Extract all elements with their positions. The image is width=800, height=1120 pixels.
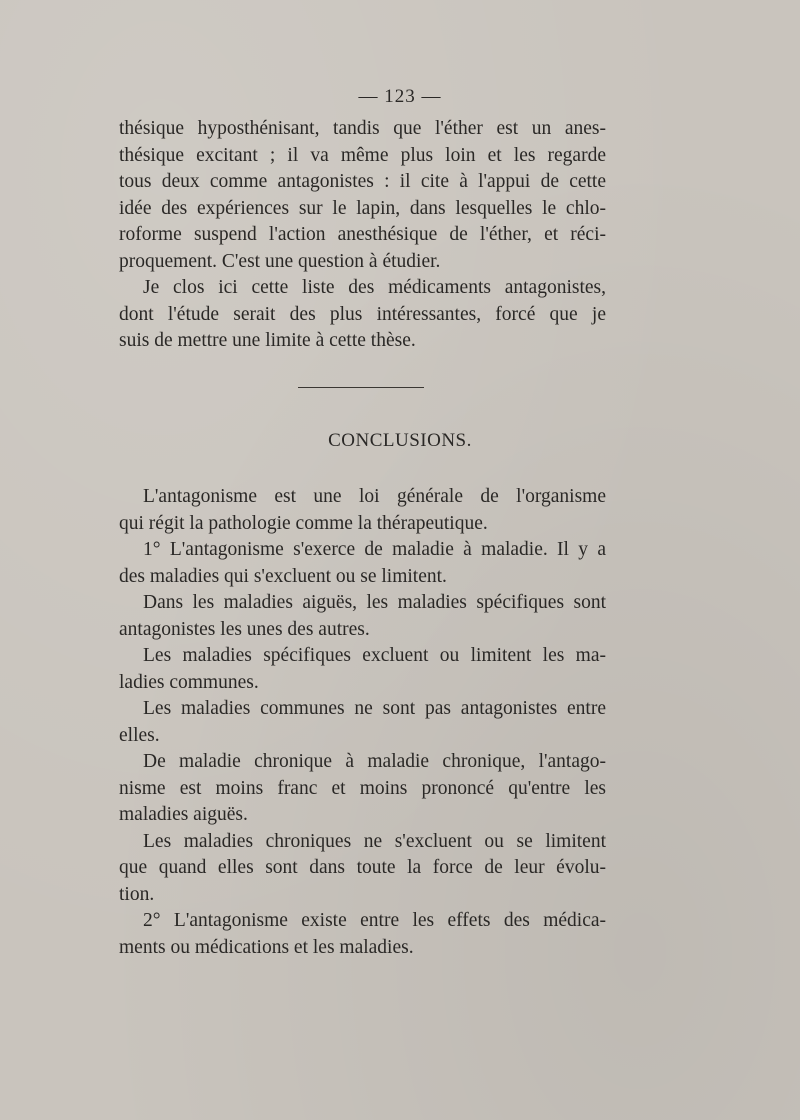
paragraph: [119, 275, 606, 355]
text-line: idée des expériences sur le lapin, dans lesquelles le chlo-: [119, 197, 606, 219]
paragraph: [119, 829, 606, 909]
text-line: tous deux comme antagonistes : il cite à l'appui de cette: [119, 171, 606, 192]
text-line: tion.: [119, 883, 155, 905]
text-line: ments ou médications et les maladies.: [119, 936, 414, 958]
paragraph: [119, 484, 606, 537]
text-line: De maladie chronique à maladie chronique, l'antago-: [143, 751, 606, 772]
text-line: 2° L'antagonisme existe entre les effets des médica-: [143, 910, 606, 931]
conclusions-text: [119, 484, 606, 961]
paragraph: [119, 908, 606, 961]
text-line: thésique hyposthénisant, tandis que l'éther est un anes-: [119, 118, 606, 139]
text-line: Les maladies communes ne sont pas antagonistes entre: [143, 698, 606, 719]
text-line: Dans les maladies aiguës, les maladies spécifiques sont: [143, 592, 606, 613]
text-line: L'antagonisme est une loi générale de l'organisme: [143, 486, 606, 507]
text-line: Les maladies chroniques ne s'excluent ou se limitent: [143, 830, 606, 852]
body-text-top: [119, 116, 606, 355]
text-line: elles.: [119, 724, 160, 746]
paragraph: [119, 643, 606, 696]
text-line: qui régit la pathologie comme la thérapeutique.: [119, 512, 488, 534]
text-line: thésique excitant ; il va même plus loin et les regarde: [119, 144, 606, 166]
text-line: maladies aiguës.: [119, 804, 248, 825]
paragraph: [119, 696, 606, 749]
section-heading: CONCLUSIONS.: [328, 430, 472, 451]
text-line: Les maladies spécifiques excluent ou limitent les ma-: [143, 645, 606, 666]
text-line: que quand elles sont dans toute la force de leur évolu-: [119, 857, 606, 878]
text-line: suis de mettre une limite à cette thèse.: [119, 330, 416, 351]
text-line: dont l'étude serait des plus intéressantes, forcé que je: [119, 303, 606, 325]
paragraph: [119, 749, 606, 829]
text-line: proquement. C'est une question à étudier.: [119, 250, 441, 272]
section-divider: [298, 387, 424, 388]
text-line: 1° L'antagonisme s'exerce de maladie à maladie. Il y a: [143, 539, 606, 560]
text-line: ladies communes.: [119, 671, 259, 693]
paragraph: [119, 537, 606, 590]
page-number: — 123 —: [358, 86, 442, 107]
paragraph: [119, 590, 606, 643]
text-line: Je clos ici cette liste des médicaments antagonistes,: [143, 277, 606, 298]
paragraph: [119, 116, 606, 275]
text-line: antagonistes les unes des autres.: [119, 618, 370, 640]
text-line: roforme suspend l'action anesthésique de l'éther, et réci-: [119, 224, 606, 245]
text-line: nisme est moins franc et moins prononcé qu'entre les: [119, 777, 606, 799]
text-line: des maladies qui s'excluent ou se limitent.: [119, 565, 447, 587]
